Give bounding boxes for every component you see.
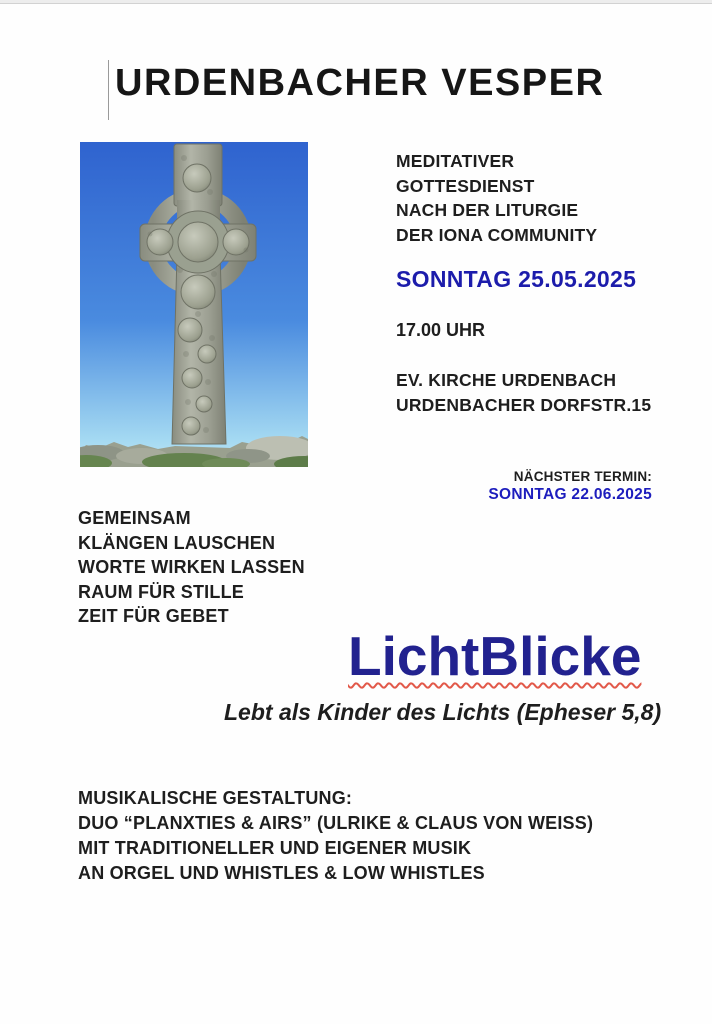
invitation-line: WORTE WIRKEN LASSEN xyxy=(78,557,305,578)
event-date: SONNTAG 25.05.2025 xyxy=(396,266,637,292)
music-credits-line: AN ORGEL UND WHISTLES & LOW WHISTLES xyxy=(78,863,485,883)
celtic-cross-illustration xyxy=(80,142,308,467)
theme-title: LichtBlicke xyxy=(348,625,642,687)
service-description xyxy=(396,149,597,247)
top-edge-strip xyxy=(0,0,712,4)
text-cursor-line xyxy=(108,60,109,120)
theme-subtitle: Lebt als Kinder des Lichts (Epheser 5,8) xyxy=(224,699,662,725)
invitation-line: KLÄNGEN LAUSCHEN xyxy=(78,532,276,553)
invitation-line: GEMEINSAM xyxy=(78,508,191,528)
event-time: 17.00 UHR xyxy=(396,320,486,340)
celtic-cross-photo xyxy=(80,142,308,467)
next-event-label: NÄCHSTER TERMIN: xyxy=(513,469,652,484)
page-title: URDENBACHER VESPER xyxy=(115,62,605,104)
invitation-line: RAUM FÜR STILLE xyxy=(78,581,244,602)
service-description-line: DER IONA COMMUNITY xyxy=(396,224,598,245)
invitation-text xyxy=(78,506,305,629)
service-description-line: MEDITATIVER xyxy=(396,151,515,171)
next-event xyxy=(488,468,652,504)
next-event-date: SONNTAG 22.06.2025 xyxy=(488,486,652,503)
music-credits xyxy=(78,786,593,886)
music-credits-line: MIT TRADITIONELLER UND EIGENER MUSIK xyxy=(78,838,472,858)
event-location-line: URDENBACHER DORFSTR.15 xyxy=(396,394,652,415)
service-description-line: GOTTESDIENST xyxy=(396,175,535,196)
music-credits-line: DUO “PLANXTIES & AIRS” (ULRIKE & CLAUS VON WEISS) xyxy=(78,813,594,833)
service-description-line: NACH DER LITURGIE xyxy=(396,200,579,220)
event-location xyxy=(396,368,651,417)
event-location-line: EV. KIRCHE URDENBACH xyxy=(396,370,617,390)
music-credits-line: MUSIKALISCHE GESTALTUNG: xyxy=(78,788,353,808)
invitation-line: ZEIT FÜR GEBET xyxy=(78,606,229,627)
